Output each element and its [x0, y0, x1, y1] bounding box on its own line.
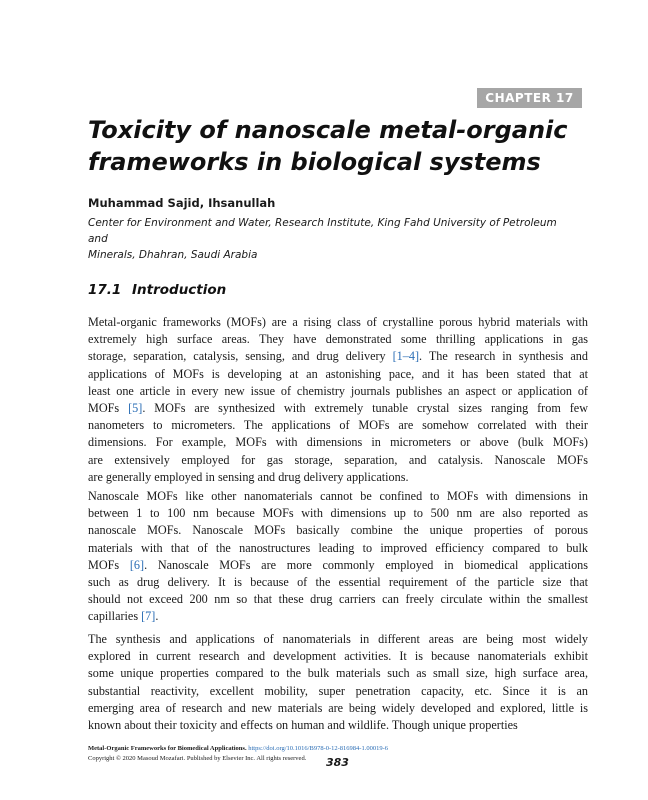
paragraph-line	[88, 717, 588, 734]
paragraph-line	[88, 700, 588, 717]
line-text: are generally employed in sensing and drug delivery applications.	[88, 469, 409, 484]
paragraph-line	[88, 648, 588, 665]
citation-link[interactable]: [7]	[141, 609, 156, 624]
line-text: least one article in every new issue of chemistry journals publishes an aspect or application of	[88, 383, 588, 398]
footer-copyright: Copyright © 2020 Masoud Mozafari. Published by Elsevier Inc. All rights reserved.	[88, 755, 307, 762]
line-text: extremely high surface areas. They have demonstrated some thrilling applications in gas	[88, 332, 588, 347]
paragraph-line	[88, 400, 588, 417]
paragraph-line	[88, 591, 588, 608]
line-text: between 1 to 100 nm because MOFs with dimensions up to 500 nm are also reported as	[88, 506, 588, 521]
line-text: .	[155, 609, 159, 624]
paragraph-line	[88, 540, 588, 557]
line-text: known about their toxicity and effects on human and wildlife. Though unique properties	[88, 718, 518, 733]
footer-book-title: Metal-Organic Frameworks for Biomedical Applications.	[88, 745, 247, 752]
paragraph-line	[88, 665, 588, 682]
paragraph-line	[88, 366, 588, 383]
section-number: 17.1	[88, 282, 122, 298]
line-text: materials with that of the nanostructures leading to improved efficiency compared to bulk	[88, 540, 588, 555]
line-text: storage, separation, catalysis, sensing, and drug delivery	[88, 349, 393, 364]
citation-link[interactable]: [5]	[128, 401, 143, 416]
paragraph-line	[88, 314, 588, 331]
authors: Muhammad Sajid, Ihsanullah	[88, 196, 276, 210]
line-text: emerging area of research and new materials are being widely developed and explored, little is	[88, 700, 588, 715]
line-text: should not exceed 200 nm so that these drug carriers can freely circulate within the smallest	[88, 592, 588, 607]
line-text: MOFs	[88, 557, 130, 572]
paragraph-line	[88, 683, 588, 700]
line-text: MOFs	[88, 401, 129, 416]
chapter-title-line: Toxicity of nanoscale metal-organic	[88, 116, 568, 144]
line-text: capillaries	[88, 609, 142, 624]
paragraph-line	[88, 557, 588, 574]
footer-doi-link[interactable]: https://doi.org/10.1016/B978-0-12-816984-1.00019-6	[248, 745, 389, 752]
paragraph-line	[88, 608, 588, 625]
paragraph-line	[88, 505, 588, 522]
paragraph-line	[88, 522, 588, 539]
line-text: nanometers to micrometers. The applications of MOFs are somehow correlated with their	[88, 418, 588, 433]
line-text: . The research in synthesis and	[419, 349, 588, 364]
line-text: . Nanoscale MOFs are more commonly employed in biomedical applications	[144, 557, 588, 572]
line-text: . MOFs are synthesized with extremely tunable crystal sizes ranging from few	[142, 401, 589, 416]
line-text: some unique properties compared to the bulk materials such as small size, high surface area,	[88, 666, 588, 681]
line-text: are extensively employed for gas storage, separation, and catalysis. Nanoscale MOFs	[88, 452, 588, 467]
section-title: Introduction	[132, 282, 227, 298]
body-paragraph	[88, 631, 588, 734]
chapter-title-line: frameworks in biological systems	[88, 148, 541, 176]
line-text: The synthesis and applications of nanomaterials in different areas are being most widely	[88, 632, 588, 646]
paragraph-line	[88, 434, 588, 451]
line-text: explored in current research and development activities. It is because nanomaterials exhibit	[88, 649, 588, 664]
affiliation-line: Minerals, Dhahran, Saudi Arabia	[88, 249, 258, 261]
line-text: substantial reactivity, excellent mobility, super penetration capacity, etc. Since it is an	[88, 683, 588, 698]
chapter-title	[88, 114, 588, 178]
citation-link[interactable]: [6]	[129, 557, 145, 572]
chapter-badge: CHAPTER 17	[477, 88, 582, 108]
line-text: dimensions. For example, MOFs with dimensions in micrometers or above (bulk MOFs)	[88, 435, 588, 450]
paragraph-line	[88, 331, 588, 348]
paragraph-line	[88, 383, 588, 400]
line-text: Metal-organic frameworks (MOFs) are a rising class of crystalline porous hybrid materials with	[88, 315, 588, 329]
citation-link[interactable]: [1–4]	[392, 349, 420, 364]
paragraph-line	[88, 488, 588, 505]
paragraph-line	[88, 631, 588, 648]
affiliation-line: Center for Environment and Water, Research Institute, King Fahd University of Petroleum and	[88, 217, 557, 245]
body-paragraph	[88, 314, 588, 486]
affiliation	[88, 215, 568, 263]
paragraph-line	[88, 469, 588, 486]
line-text: Nanoscale MOFs like other nanomaterials cannot be confined to MOFs with dimensions in	[88, 489, 588, 503]
page-number: 383	[326, 756, 349, 769]
paragraph-line	[88, 452, 588, 469]
paragraph-line	[88, 348, 588, 365]
section-heading	[88, 282, 226, 298]
line-text: applications of MOFs is developing at an astonishing pace, and it has been stated that at	[88, 366, 588, 381]
body-paragraph	[88, 488, 588, 626]
paragraph-line	[88, 417, 588, 434]
line-text: such as drug delivery. It is because of the essential requirement of the particle size that	[88, 575, 588, 590]
paragraph-line	[88, 574, 588, 591]
line-text: nanoscale MOFs. Nanoscale MOFs basically combine the unique properties of porous	[88, 523, 588, 538]
